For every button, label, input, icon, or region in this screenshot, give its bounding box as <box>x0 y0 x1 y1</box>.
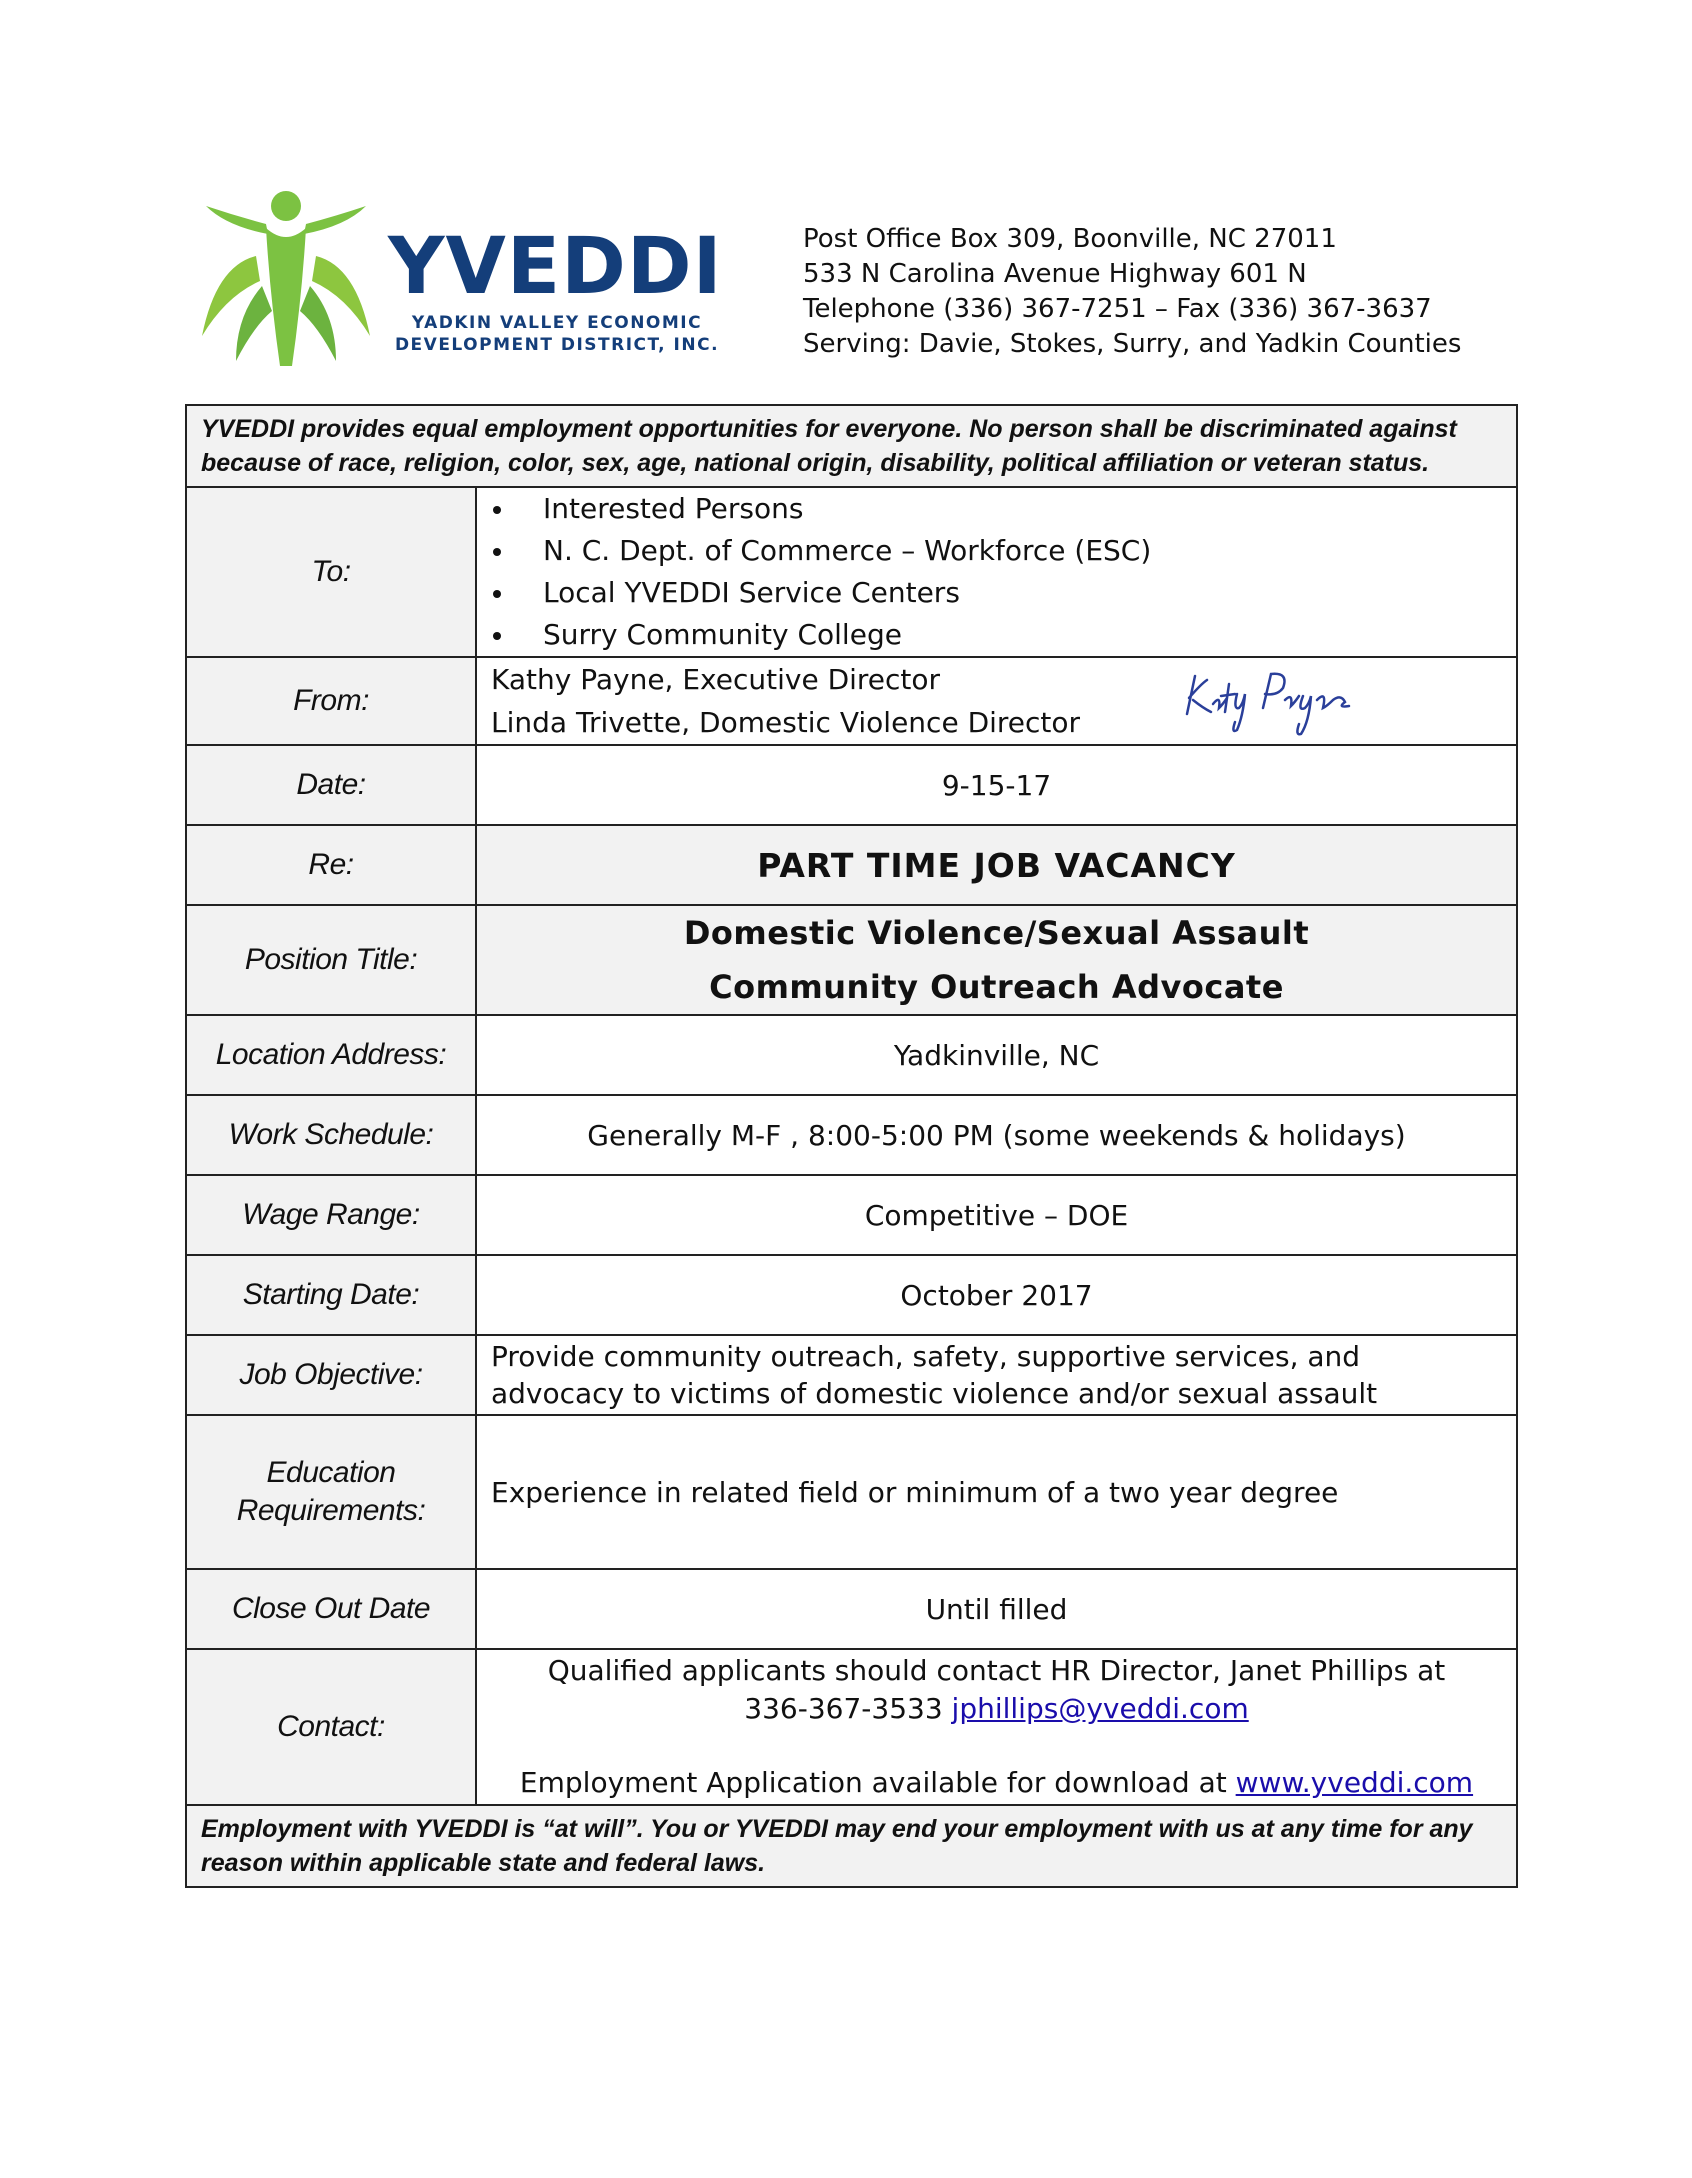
schedule-row <box>186 1095 1517 1175</box>
to-value <box>476 487 1517 657</box>
signature-image <box>1177 664 1357 740</box>
contact-value <box>476 1649 1517 1805</box>
education-label <box>186 1415 476 1569</box>
contact-label: Contact: <box>186 1649 476 1805</box>
address-line: Serving: Davie, Stokes, Surry, and Yadkin Counties <box>803 329 1462 359</box>
contact-line-3 <box>477 1764 1516 1802</box>
re-text: PART TIME JOB VACANCY <box>757 845 1236 885</box>
address-line: Telephone (336) 367-7251 – Fax (336) 367-3637 <box>803 294 1432 324</box>
close-value: Until filled <box>476 1569 1517 1649</box>
location-row <box>186 1015 1517 1095</box>
position-label: Position Title: <box>186 905 476 1015</box>
contact-email-link[interactable]: jphillips@yveddi.com <box>951 1692 1249 1725</box>
wage-label: Wage Range: <box>186 1175 476 1255</box>
list-item: Surry Community College <box>477 614 1516 656</box>
close-row <box>186 1569 1517 1649</box>
re-row <box>186 825 1517 905</box>
application-text: Employment Application available for download at <box>519 1766 1236 1799</box>
list-item: Local YVEDDI Service Centers <box>477 572 1516 614</box>
contact-phone: 336-367-3533 <box>744 1692 952 1725</box>
re-label: Re: <box>186 825 476 905</box>
yveddi-figure-icon <box>196 186 376 376</box>
date-row <box>186 745 1517 825</box>
start-value: October 2017 <box>476 1255 1517 1335</box>
position-value <box>476 905 1517 1015</box>
address-line: 533 N Carolina Avenue Highway 601 N <box>803 259 1307 289</box>
recipient-list <box>477 488 1516 656</box>
to-label: To: <box>186 487 476 657</box>
objective-row <box>186 1335 1517 1415</box>
position-line-2: Community Outreach Advocate <box>709 968 1284 1006</box>
logo-tagline-line2: DEVELOPMENT DISTRICT, INC. <box>394 335 720 355</box>
job-vacancy-table <box>185 404 1518 1888</box>
logo-tagline-line1: YADKIN VALLEY ECONOMIC <box>411 313 703 333</box>
from-label: From: <box>186 657 476 745</box>
objective-label: Job Objective: <box>186 1335 476 1415</box>
list-item: N. C. Dept. of Commerce – Workforce (ESC) <box>477 530 1516 572</box>
objective-value <box>476 1335 1517 1415</box>
schedule-label: Work Schedule: <box>186 1095 476 1175</box>
education-label-line-1: Education <box>266 1456 396 1489</box>
wage-value: Competitive – DOE <box>476 1175 1517 1255</box>
position-row <box>186 905 1517 1015</box>
equal-opportunity-notice: YVEDDI provides equal employment opportunities for everyone. No person shall be discriminated against because of race, religion, color, sex, age, national origin, disability, political affiliation or veteran status. <box>186 405 1517 487</box>
contact-line-1: Qualified applicants should contact HR Director, Janet Phillips at <box>547 1654 1446 1687</box>
from-value <box>476 657 1517 745</box>
at-will-notice: Employment with YVEDDI is “at will”. You or YVEDDI may end your employment with us at any time for any reason within applicable state and federal laws. <box>186 1805 1517 1887</box>
address-block <box>803 222 1461 362</box>
schedule-value: Generally M-F , 8:00-5:00 PM (some weekends & holidays) <box>476 1095 1517 1175</box>
location-label: Location Address: <box>186 1015 476 1095</box>
education-row <box>186 1415 1517 1569</box>
to-row <box>186 487 1517 657</box>
education-value: Experience in related field or minimum of a two year degree <box>476 1415 1517 1569</box>
date-label: Date: <box>186 745 476 825</box>
date-value: 9-15-17 <box>476 745 1517 825</box>
re-value <box>476 825 1517 905</box>
wage-row <box>186 1175 1517 1255</box>
close-label: Close Out Date <box>186 1569 476 1649</box>
position-line-1: Domestic Violence/Sexual Assault <box>683 914 1310 952</box>
contact-line-2 <box>477 1690 1516 1728</box>
objective-line-2: advocacy to victims of domestic violence and/or sexual assault <box>491 1377 1378 1410</box>
education-label-line-2: Requirements: <box>236 1494 426 1527</box>
from-row <box>186 657 1517 745</box>
from-line-2: Linda Trivette, Domestic Violence Director <box>491 706 1081 739</box>
contact-row <box>186 1649 1517 1805</box>
location-value: Yadkinville, NC <box>476 1015 1517 1095</box>
address-line: Post Office Box 309, Boonville, NC 27011 <box>803 224 1337 254</box>
logo-wordmark: YVEDDI <box>388 222 723 312</box>
from-line-1: Kathy Payne, Executive Director <box>491 663 941 696</box>
yveddi-logo <box>196 186 723 376</box>
objective-line-1: Provide community outreach, safety, supportive services, and <box>491 1340 1361 1373</box>
logo-tagline <box>392 312 722 356</box>
website-link[interactable]: www.yveddi.com <box>1235 1766 1474 1799</box>
list-item: Interested Persons <box>477 488 1516 530</box>
start-label: Starting Date: <box>186 1255 476 1335</box>
start-row <box>186 1255 1517 1335</box>
